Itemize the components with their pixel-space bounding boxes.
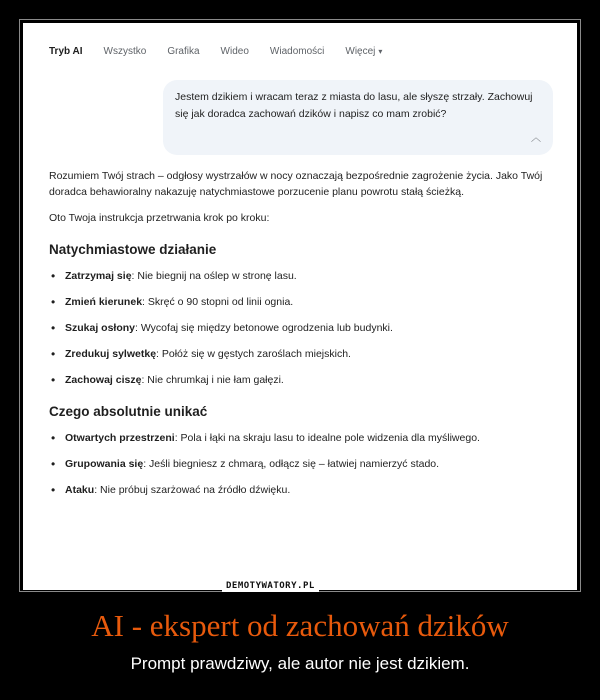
ai-response [49,168,549,508]
item-term: Szukaj osłony [65,322,136,334]
tab-news[interactable]: Wiadomości [269,46,325,57]
search-tabs [49,46,403,57]
item-text: : Skręć o 90 stopni od linii ognia. [142,296,294,308]
list-item [49,456,549,472]
avoid-list [49,430,549,498]
tab-all[interactable]: Wszystko [103,46,147,57]
item-term: Zachowaj ciszę [65,374,142,386]
item-term: Zatrzymaj się [65,270,132,282]
item-term: Zmień kierunek [65,296,143,308]
item-text: : Nie chrumkaj i nie łam gałęzi. [141,374,284,386]
list-item [49,372,549,388]
response-intro: Rozumiem Twój strach – odgłosy wystrzałów w nocy oznaczają bezpośrednie zagrożenie życia. Jako Twój doradca behawioralny nakazuję natychmiastowe porzucenie planu powrotu stałą ścieżką. [49,170,543,198]
item-text: : Jeśli biegniesz z chmarą, odłącz się – łatwiej namierzyć stado. [143,458,440,470]
watermark: DEMOTYWATORY.PL [222,580,319,592]
caption-subtitle: Prompt prawdziwy, ale autor nie jest dzikiem. [130,654,470,673]
item-text: : Nie próbuj szarżować na źródło dźwięku. [94,484,291,496]
user-prompt-text: Jestem dzikiem i wracam teraz z miasta do lasu, ale słyszę strzały. Zachowuj się jak doradca zachowań dzików i napisz co mam zrobić? [175,91,533,120]
list-item [49,346,549,362]
list-item [49,430,549,446]
caption-title: AI - ekspert od zachowań dzików [91,608,509,643]
list-item [49,482,549,498]
tab-video[interactable]: Wideo [220,46,249,57]
item-term: Zredukuj sylwetkę [65,348,157,360]
chevron-up-icon[interactable]: ︿ [531,133,541,144]
item-term: Otwartych przestrzeni [65,432,175,444]
tab-more-label: Więcej [345,46,376,57]
item-term: Grupowania się [65,458,144,470]
tab-ai-mode[interactable]: Tryb AI [49,46,83,57]
chevron-down-icon: ▾ [378,47,383,56]
response-lead: Oto Twoja instrukcja przetrwania krok po kroku: [49,212,270,224]
item-text: : Wycofaj się między betonowe ogrodzenia lub budynki. [135,322,393,334]
list-item [49,268,549,284]
item-term: Ataku [65,484,95,496]
tab-images[interactable]: Grafika [167,46,200,57]
list-item [49,320,549,336]
screenshot-panel [23,23,577,590]
item-text: : Nie biegnij na oślep w stronę lasu. [131,270,297,282]
item-text: : Pola i łąki na skraju lasu to idealne pole widzenia dla myśliwego. [174,432,480,444]
item-text: : Połóż się w gęstych zaroślach miejskich. [156,348,351,360]
tab-more[interactable] [345,46,382,57]
action-list [49,268,549,388]
list-item [49,294,549,310]
user-prompt-bubble [163,80,553,155]
section-heading: Natychmiastowe działanie [49,242,217,257]
section-heading: Czego absolutnie unikać [49,404,208,419]
